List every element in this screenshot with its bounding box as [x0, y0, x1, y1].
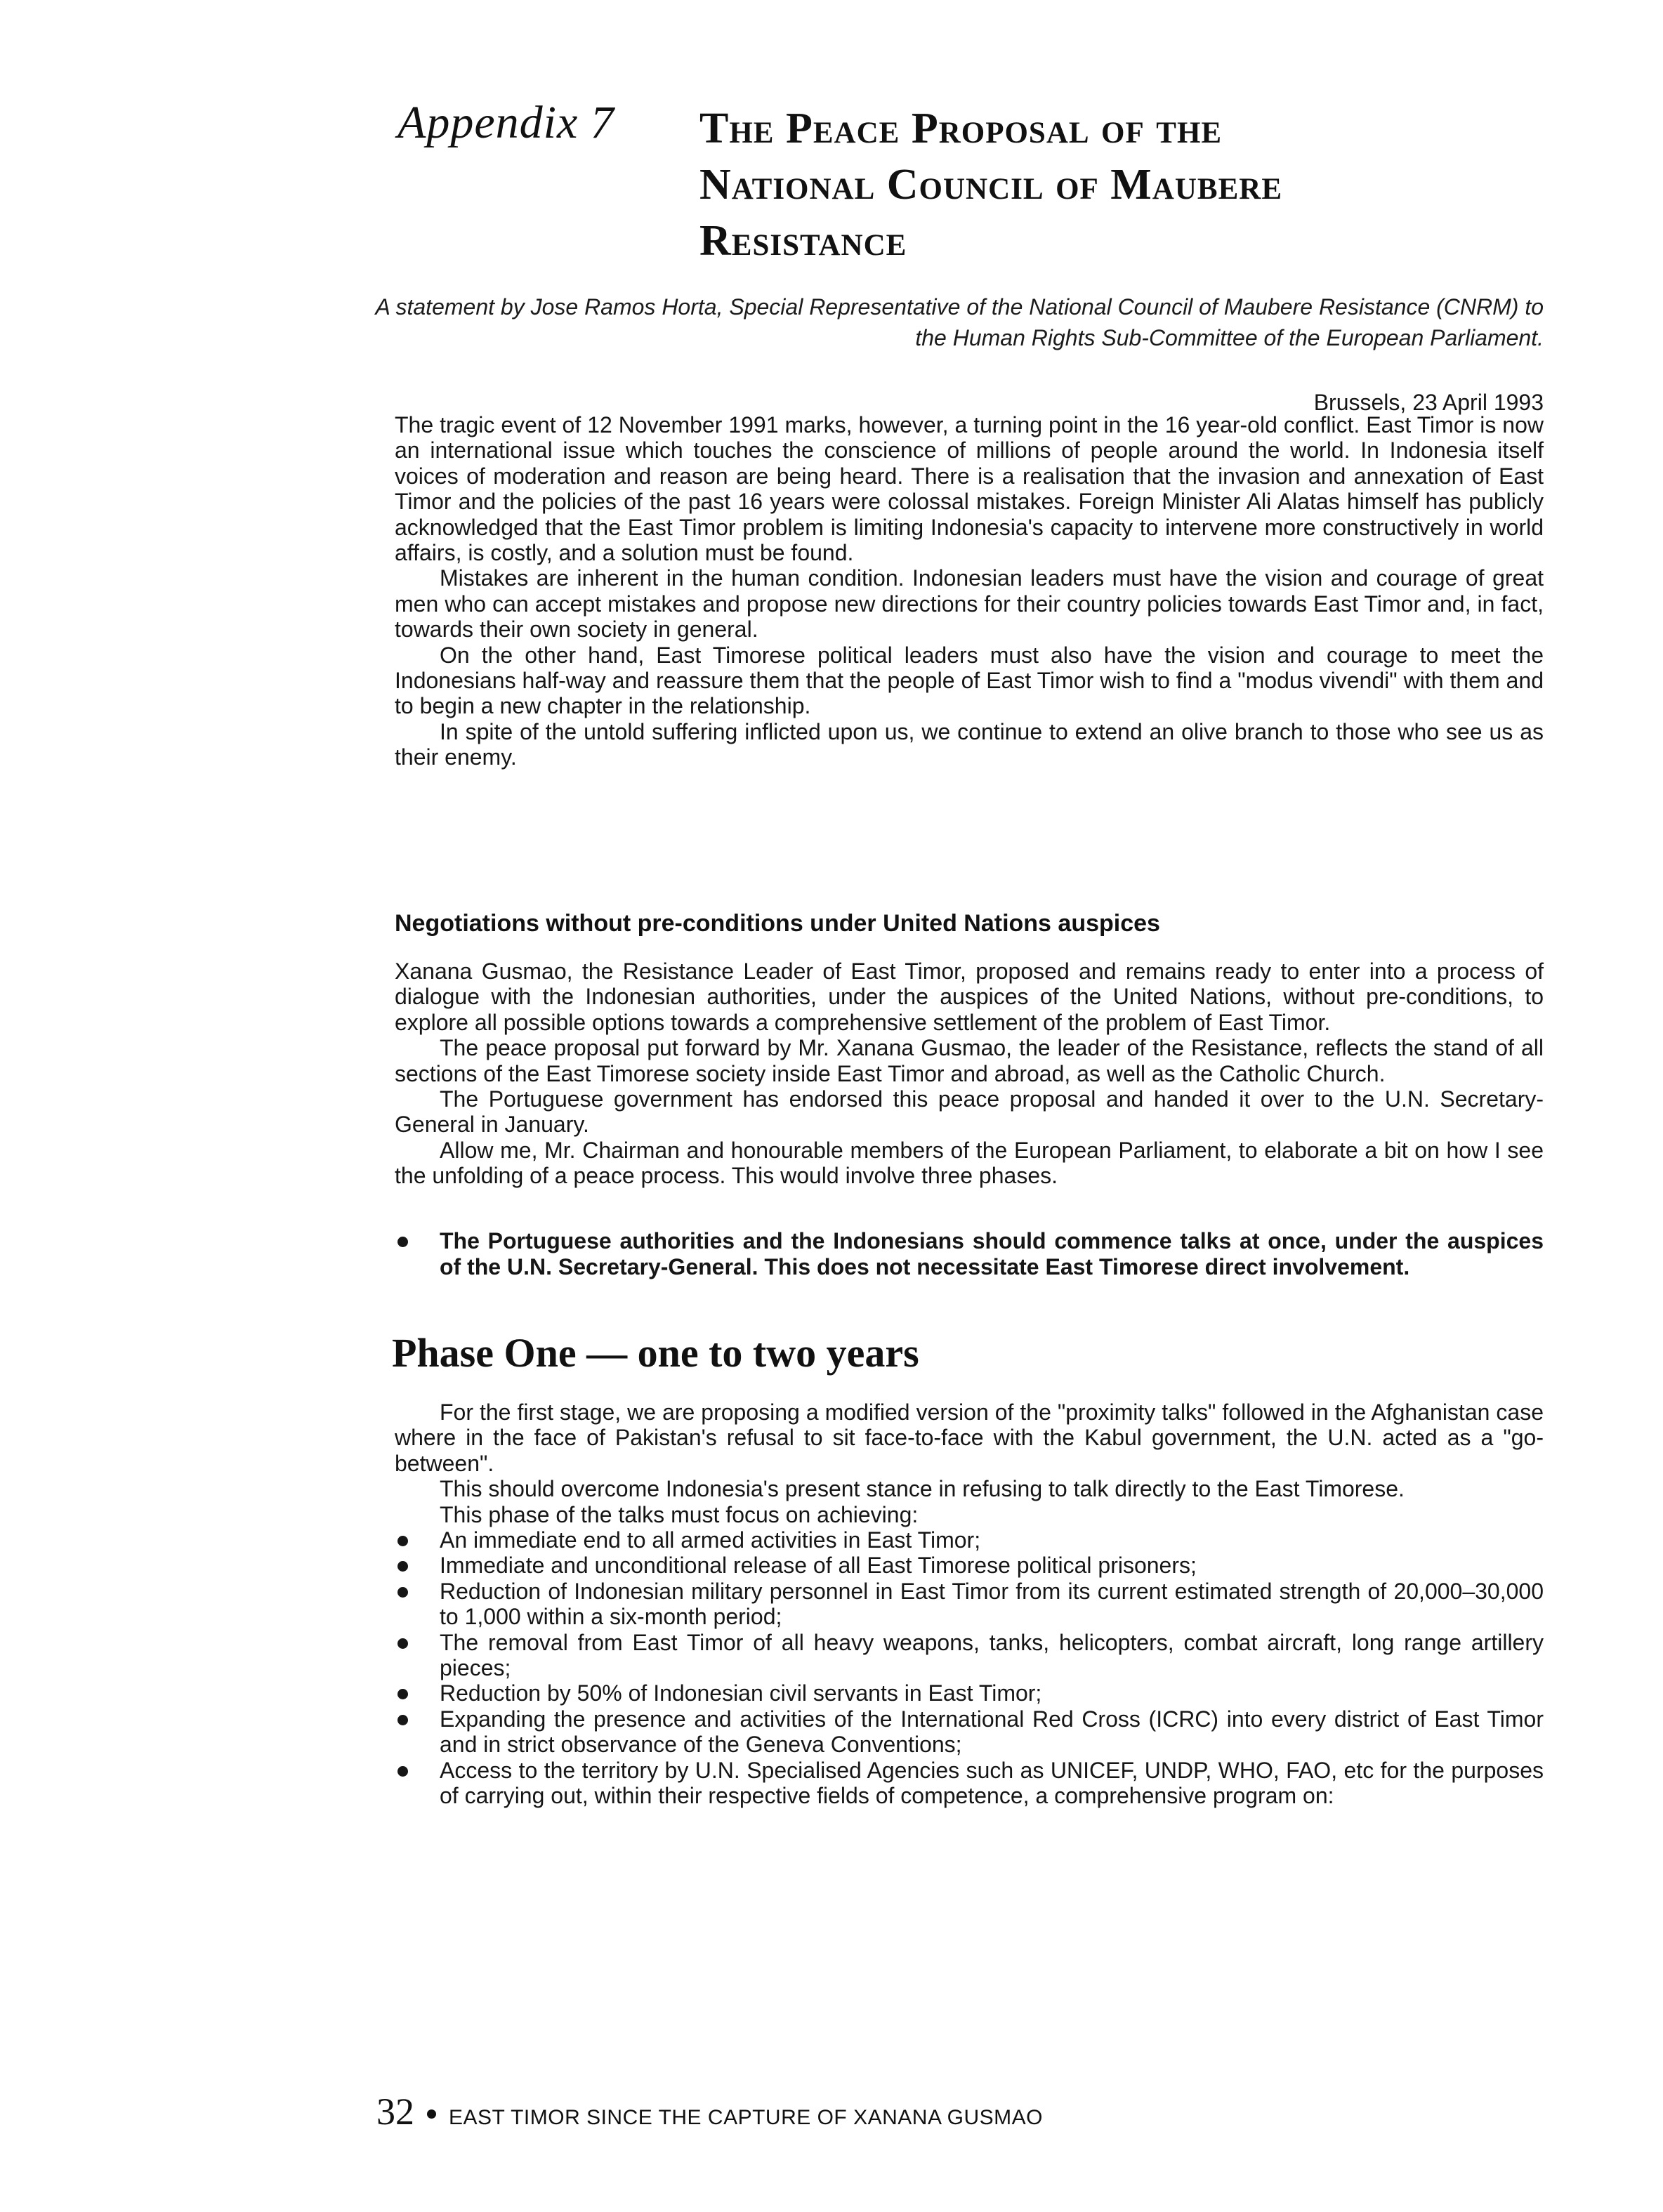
bullet-icon: [397, 1715, 408, 1725]
paragraph: The peace proposal put forward by Mr. Xanana Gusmao, the leader of the Resistance, reflects the stand of all sections of the East Timorese society inside East Timor and abroad, as well as the Catholic Church.: [395, 1035, 1544, 1086]
bullet-icon: [397, 1689, 408, 1699]
list-item-text: An immediate end to all armed activities in East Timor;: [440, 1527, 981, 1553]
list-item: [395, 1758, 1544, 1809]
paragraph: This phase of the talks must focus on achieving:: [440, 1501, 919, 1527]
page-number: 32: [376, 2091, 414, 2133]
title-line: National Council of Maubere: [699, 161, 1283, 209]
list-item-text: The Portuguese authorities and the Indonesians should commence talks at once, under the auspices of the U.N. Secretary-General. This does not necessitate East Timorese direct involvement.: [440, 1228, 1544, 1279]
paragraph: In spite of the untold suffering inflicted upon us, we continue to extend an olive branch to those who see us as their enemy.: [395, 718, 1544, 770]
lead-bullet-list: [395, 1228, 1544, 1280]
paragraph: For the first stage, we are proposing a modified version of the "proximity talks" followed in the Afghanistan case where in the face of Pakistan's refusal to sit face-to-face with the Kabul government, the U.N. acted as a "go-between".: [395, 1400, 1544, 1476]
page-footer: [376, 2093, 1043, 2131]
paragraph: The Portuguese government has endorsed this peace proposal and handed it over to the U.N. Secretary-General in January.: [395, 1086, 1544, 1138]
paragraph: Allow me, Mr. Chairman and honourable members of the European Parliament, to elaborate a bit on how I see the unfolding of a peace process. This would involve three phases.: [395, 1137, 1544, 1189]
section-heading: Negotiations without pre-conditions under United Nations auspices: [395, 910, 1160, 937]
bullet-icon: [397, 1237, 408, 1247]
paragraph: The tragic event of 12 November 1991 marks, however, a turning point in the 16 year-old conflict. East Timor is now an international issue which touches the conscience of millions of people around the world. In Indonesia itself voices of moderation and reason are being heard. There is a realisation that the invasion and annexation of East Timor and the policies of the past 16 years were colossal mistakes. Foreign Minister Ali Alatas himself has publicly acknowledged that the East Timor problem is limiting Indonesia's capacity to intervene more constructively in world affairs, is costly, and a solution must be found.: [395, 412, 1544, 566]
list-item-text: Reduction by 50% of Indonesian civil servants in East Timor;: [440, 1680, 1042, 1706]
running-title: EAST TIMOR SINCE THE CAPTURE OF XANANA GUSMAO: [449, 2106, 1043, 2129]
intro-section: [395, 412, 1544, 770]
list-item-text: The removal from East Timor of all heavy weapons, tanks, helicopters, combat aircraft, long range artillery pieces;: [440, 1629, 1544, 1681]
negotiations-section: [395, 959, 1544, 1189]
list-item: [395, 1680, 1544, 1706]
statement-subtitle: A statement by Jose Ramos Horta, Special Representative of the National Council of Maubere Resistance (CNRM) to the Human Rights Sub-Committee of the European Parliament.: [375, 294, 1544, 350]
bullet-icon: [397, 1638, 408, 1649]
paragraph: This should overcome Indonesia's present stance in refusing to talk directly to the East Timorese.: [440, 1476, 1405, 1502]
appendix-label: Appendix 7: [397, 97, 614, 148]
objectives-list: [395, 1527, 1544, 1808]
list-item-text: Expanding the presence and activities of the International Red Cross (ICRC) into every district of East Timor and in strict observance of the Geneva Conventions;: [440, 1706, 1544, 1758]
paragraph: Xanana Gusmao, the Resistance Leader of East Timor, proposed and remains ready to enter into a process of dialogue with the Indonesian authorities, under the auspices of the United Nations, without pre-conditions, to explore all possible options towards a comprehensive settlement of the problem of East Timor.: [395, 959, 1544, 1035]
list-item: [395, 1630, 1544, 1681]
title-line: The Peace Proposal of the: [699, 105, 1223, 152]
page-title: [699, 103, 1584, 271]
paragraph: On the other hand, East Timorese political leaders must also have the vision and courage to meet the Indonesians half-way and reassure them that the people of East Timor wish to find a "modus vivendi" with them and to begin a new chapter in the relationship.: [395, 642, 1544, 719]
dateline: Brussels, 23 April 1993: [1313, 390, 1544, 415]
list-item: [395, 1527, 1544, 1553]
phase-heading: Phase One — one to two years: [392, 1330, 919, 1376]
list-item-text: Access to the territory by U.N. Specialised Agencies such as UNICEF, UNDP, WHO, FAO, etc for the purposes of carrying out, within their respective fields of competence, a comprehensive program on:: [440, 1757, 1544, 1809]
bullet-icon: [397, 1766, 408, 1777]
phase-lead: [395, 1228, 1544, 1280]
paragraph: Mistakes are inherent in the human condition. Indonesian leaders must have the vision and courage of great men who can accept mistakes and propose new directions for their country policies towards East Timor and, in fact, towards their own society in general.: [395, 565, 1544, 643]
list-item-text: Immediate and unconditional release of all East Timorese political prisoners;: [440, 1553, 1197, 1579]
title-line: Resistance: [699, 217, 907, 265]
bullet-icon: [427, 2109, 436, 2119]
list-item: [395, 1706, 1544, 1758]
bullet-icon: [397, 1587, 408, 1598]
bullet-icon: [397, 1561, 408, 1572]
list-item-text: Reduction of Indonesian military personnel in East Timor from its current estimated strength of 20,000–30,000 to 1,000 within a six-month period;: [440, 1578, 1544, 1630]
list-item: [395, 1579, 1544, 1630]
bullet-icon: [397, 1536, 408, 1546]
list-item: [395, 1553, 1544, 1578]
list-item: [395, 1228, 1544, 1280]
phase-one-section: [395, 1400, 1544, 1809]
